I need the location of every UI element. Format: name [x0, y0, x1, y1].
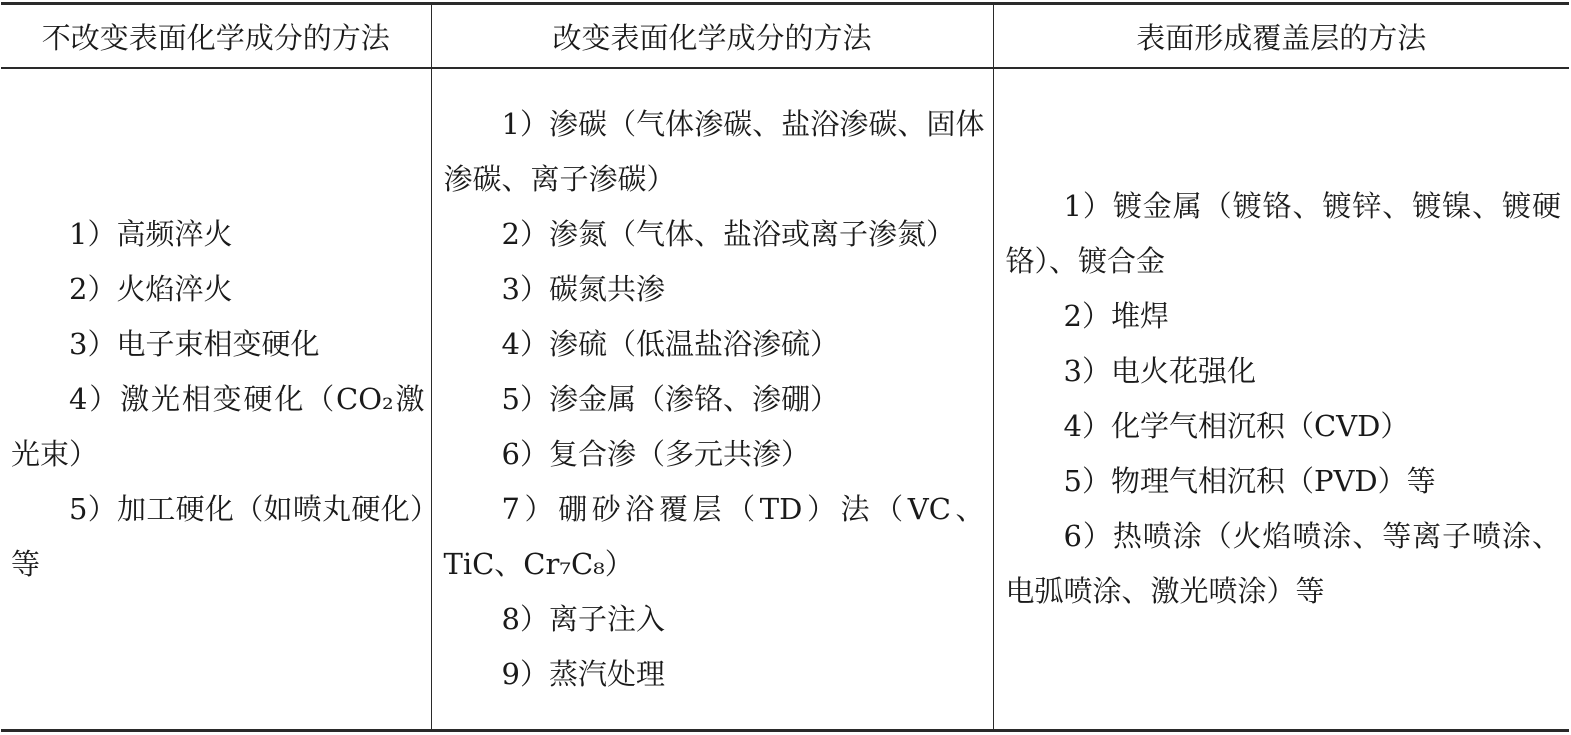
list-item: 8）离子注入 [501, 601, 665, 636]
list-item: 7）硼砂浴覆层（TD）法（VC、TiC、Cr₇C₈） [443, 491, 985, 581]
header-composition-change: 改变表面化学成分的方法 [431, 4, 993, 69]
list-item: 1）渗碳（气体渗碳、盐浴渗碳、固体渗碳、离子渗碳） [443, 106, 985, 196]
list-item: 5）加工硬化（如喷丸硬化）等 [11, 491, 425, 581]
list-item: 2）渗氮（气体、盐浴或离子渗氮） [501, 216, 955, 251]
header-no-composition-change: 不改变表面化学成分的方法 [1, 4, 431, 69]
list-item: 1）镀金属（镀铬、镀锌、镀镍、镀硬铬）、镀合金 [1005, 189, 1561, 278]
list-item: 2）堆焊 [1063, 299, 1169, 333]
list-item: 1）高频淬火 [69, 216, 233, 251]
list-item: 4）渗硫（低温盐浴渗硫） [501, 326, 839, 361]
list-item: 9）蒸汽处理 [501, 656, 665, 691]
list-item: 2）火焰淬火 [69, 271, 233, 306]
header-row [1, 4, 1569, 69]
content-row [1, 68, 1569, 731]
list-item: 3）碳氮共渗 [501, 271, 665, 306]
list-item: 6）复合渗（多元共渗） [501, 436, 810, 471]
cell-coating-layer [993, 68, 1569, 731]
list-item: 4）化学气相沉积（CVD） [1063, 409, 1410, 443]
list-item: 4）激光相变硬化（CO₂激光束） [11, 381, 425, 471]
cell-no-composition-change [1, 68, 431, 731]
list-item: 3）电子束相变硬化 [69, 326, 320, 361]
header-coating-layer: 表面形成覆盖层的方法 [993, 4, 1569, 69]
list-item: 5）渗金属（渗铬、渗硼） [501, 381, 839, 416]
list-item: 5）物理气相沉积（PVD）等 [1063, 464, 1436, 498]
surface-treatment-table [1, 2, 1569, 732]
cell-composition-change [431, 68, 993, 731]
list-item: 3）电火花强化 [1063, 354, 1256, 388]
list-item: 6）热喷涂（火焰喷涂、等离子喷涂、电弧喷涂、激光喷涂）等 [1005, 519, 1561, 608]
